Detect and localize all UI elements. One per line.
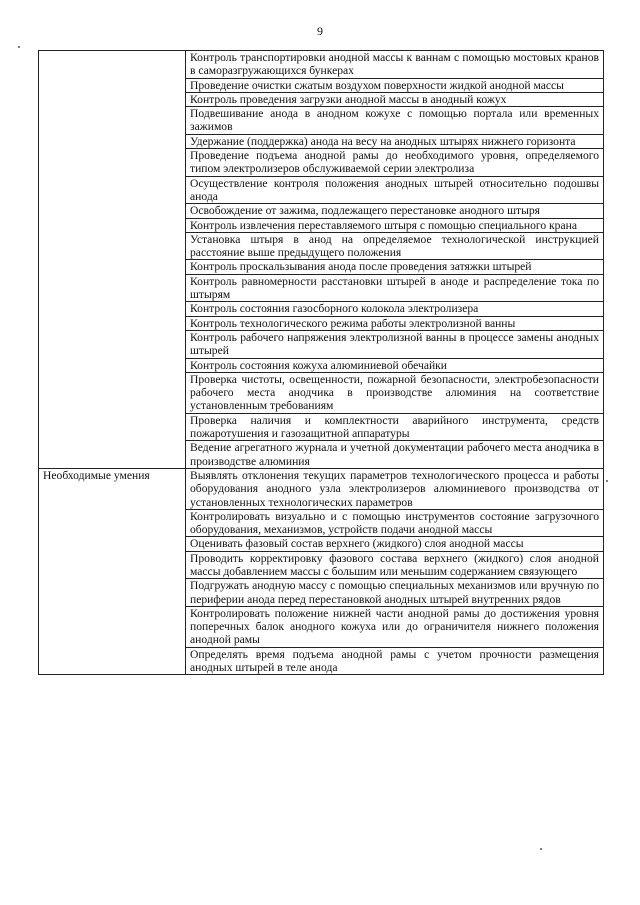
requirement-text: Контроль рабочего напряжения электролизной ванны в процессе замены анодных штырей — [186, 330, 604, 358]
section-label-cell — [39, 51, 186, 469]
requirement-text: Определять время подъема анодной рамы с учетом прочности размещения анодных штырей в теле анода — [186, 647, 604, 675]
page-number: 9 — [317, 24, 323, 38]
scan-speck — [540, 848, 542, 850]
section-label-cell: Необходимые умения — [39, 468, 186, 674]
requirement-text: Выявлять отклонения текущих параметров технологического процесса и работы оборудования анодного узла электролизеров алюминиевого производства от установленных технологических параметров — [186, 468, 604, 509]
requirement-text: Подвешивание анода в анодном кожухе с помощью портала или временных зажимов — [186, 107, 604, 135]
requirement-text: Проверка наличия и комплектности аварийного инструмента, средств пожаротушения и газозащитной аппаратуры — [186, 413, 604, 441]
requirement-text: Контролировать положение нижней части анодной рамы до достижения уровня поперечных балок анодного кожуха или до ограничителя нижнего положения анодной рамы — [186, 606, 604, 647]
requirement-text: Проведение очистки сжатым воздухом поверхности жидкой анодной массы — [186, 78, 604, 92]
requirement-text: Контроль транспортировки анодной массы к ваннам с помощью мостовых кранов в саморазгружающихся бункерах — [186, 51, 604, 79]
table-row — [39, 468, 604, 509]
requirement-text: Контроль проведения загрузки анодной массы в анодный кожух — [186, 92, 604, 106]
requirement-text: Освобождение от зажима, подлежащего перестановке анодного штыря — [186, 204, 604, 218]
scan-speck — [606, 480, 608, 482]
requirement-text: Контроль состояния кожуха алюминиевой обечайки — [186, 358, 604, 372]
table-row — [39, 51, 604, 79]
requirement-text: Подгружать анодную массу с помощью специальных механизмов или вручную по периферии анода перед перестановкой анодных штырей внутренних рядов — [186, 579, 604, 607]
requirement-text: Установка штыря в анод на определяемое технологической инструкцией расстояние выше предыдущего положения — [186, 232, 604, 260]
requirement-text: Осуществление контроля положения анодных штырей относительно подошвы анода — [186, 176, 604, 204]
requirement-text: Удержание (поддержка) анода на весу на анодных штырях нижнего горизонта — [186, 134, 604, 148]
requirement-text: Контроль равномерности расстановки штырей в аноде и распределение тока по штырям — [186, 274, 604, 302]
requirement-text: Контроль технологического режима работы электролизной ванны — [186, 316, 604, 330]
requirement-text: Контролировать визуально и с помощью инструментов состояние загрузочного оборудования, механизмов, устройств подачи анодной массы — [186, 509, 604, 537]
requirement-text: Проводить корректировку фазового состава верхнего (жидкого) слоя анодной массы добавлением массы с большим или меньшим содержанием связующего — [186, 551, 604, 579]
scan-speck — [18, 46, 20, 48]
requirement-text: Ведение агрегатного журнала и учетной документации рабочего места анодчика в производстве алюминия — [186, 441, 604, 469]
requirement-text: Контроль состояния газосборного колокола электролизера — [186, 302, 604, 316]
requirement-text: Проведение подъема анодной рамы до необходимого уровня, определяемого типом электролизеров обслуживаемой серии электролиза — [186, 149, 604, 177]
requirement-text: Контроль извлечения переставляемого штыря с помощью специального крана — [186, 218, 604, 232]
requirement-text: Контроль проскальзывания анода после проведения затяжки штырей — [186, 260, 604, 274]
requirement-text: Оценивать фазовый состав верхнего (жидкого) слоя анодной массы — [186, 537, 604, 551]
requirements-table — [38, 50, 604, 675]
requirement-text: Проверка чистоты, освещенности, пожарной безопасности, электробезопасности рабочего места анодчика в производстве алюминия на соответствие установленным требованиям — [186, 372, 604, 413]
